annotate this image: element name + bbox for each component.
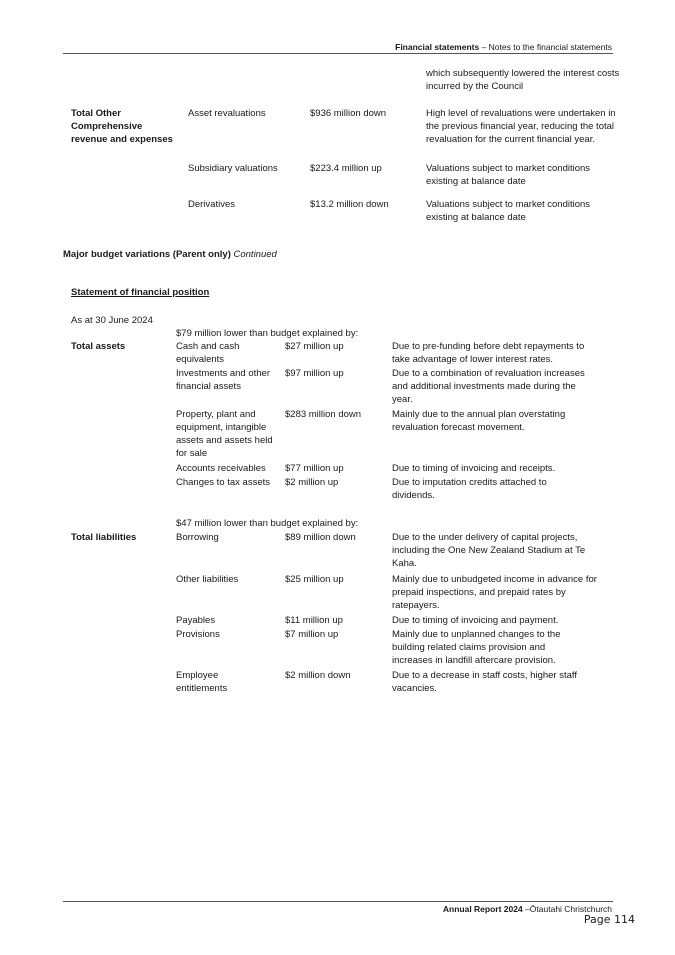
- table-row-explanation: Due to a decrease in staff costs, higher staff vacancies.: [392, 670, 578, 694]
- table-row-item: Investments and other financial assets: [176, 368, 270, 392]
- table-row-explanation: Due to timing of invoicing and receipts.: [392, 463, 556, 474]
- header-separator: –: [479, 42, 489, 52]
- table-row-amount: $7 million up: [285, 629, 339, 640]
- table-row-item: Property, plant and equipment, intangible assets and assets held for sale: [176, 409, 273, 459]
- footer-separator: –: [522, 904, 530, 914]
- footer-place: Ōtautahi Christchurch: [529, 904, 612, 914]
- major-variations-heading: [63, 248, 277, 261]
- table-row-amount: $13.2 million down: [310, 199, 389, 210]
- table-row-amount: $2 million down: [285, 670, 351, 681]
- table-row-amount: $936 million down: [310, 108, 387, 119]
- table-row-explanation: Due to pre-funding before debt repayments to take advantage of lower interest rates.: [392, 341, 585, 365]
- footer-rule: [63, 901, 613, 902]
- table-row-explanation: Due to imputation credits attached to dividends.: [392, 477, 547, 501]
- table-row-amount: $97 million up: [285, 368, 344, 379]
- table-row-item: Borrowing: [176, 532, 219, 543]
- table-row-amount: $223.4 million up: [310, 163, 382, 174]
- table-row-explanation: Mainly due to the annual plan overstating revaluation forecast movement.: [392, 409, 566, 433]
- major-heading-continued: Continued: [233, 249, 277, 260]
- total-liabilities-label: Total liabilities: [71, 532, 137, 543]
- table-row-item: Employee entitlements: [176, 670, 228, 694]
- table-row-item: Derivatives: [188, 199, 235, 210]
- table-row-amount: $89 million down: [285, 532, 356, 543]
- table-row-explanation: Valuations subject to market conditions existing at balance date: [426, 199, 591, 223]
- table-row-explanation: Due to a combination of revaluation increases and additional investments made during the year.: [392, 368, 585, 405]
- continued-explanation: which subsequently lowered the interest costs incurred by the Council: [426, 68, 620, 92]
- table-row-amount: $27 million up: [285, 341, 344, 352]
- liabilities-intro: $47 million lower than budget explained by:: [176, 518, 359, 529]
- page-number: Page 114: [583, 913, 635, 926]
- table-row-explanation: Mainly due to unbudgeted income in advance for prepaid inspections, and prepaid rates by ratepayers.: [392, 574, 597, 611]
- table-row-amount: $11 million up: [285, 615, 343, 626]
- table-row-explanation: Valuations subject to market conditions existing at balance date: [426, 163, 591, 187]
- table-row-item: Payables: [176, 615, 216, 626]
- footer-report: Annual Report 2024: [442, 904, 523, 914]
- header-subtitle: Notes to the financial statements: [488, 42, 612, 52]
- table-row-amount: $283 million down: [285, 409, 362, 420]
- table-row-amount: $77 million up: [285, 463, 344, 474]
- major-heading-bold: Major budget variations (Parent only): [63, 249, 231, 260]
- table-row-item: Asset revaluations: [188, 108, 266, 119]
- table-row-explanation: High level of revaluations were undertaken in the previous financial year, reducing the total revaluation for the current financial year.: [426, 108, 616, 145]
- table-row-amount: $25 million up: [285, 574, 344, 585]
- total-assets-label: Total assets: [71, 341, 126, 352]
- table-row-item: Changes to tax assets: [176, 477, 270, 488]
- table-row-explanation: Due to the under delivery of capital projects, including the One New Zealand Stadium at Te Kaha.: [392, 532, 586, 569]
- table-row-explanation: Due to timing of invoicing and payment.: [392, 615, 559, 626]
- table-row-amount: $2 million up: [285, 477, 339, 488]
- sfp-as-at: As at 30 June 2024: [71, 315, 153, 326]
- header-section: Financial statements: [395, 42, 480, 52]
- header-rule: [63, 53, 613, 54]
- group-label-other-comprehensive: Total Other Comprehensive revenue and expenses: [71, 108, 173, 145]
- assets-intro: $79 million lower than budget explained by:: [176, 328, 359, 339]
- table-row-explanation: Mainly due to unplanned changes to the building related claims provision and increases in landfill aftercare provision.: [392, 629, 561, 666]
- sfp-title: Statement of financial position: [71, 287, 210, 298]
- table-row-item: Other liabilities: [176, 574, 239, 585]
- table-row-item: Accounts receivables: [176, 463, 266, 474]
- table-row-item: Subsidiary valuations: [188, 163, 278, 174]
- table-row-item: Cash and cash equivalents: [176, 341, 240, 365]
- table-row-item: Provisions: [176, 629, 220, 640]
